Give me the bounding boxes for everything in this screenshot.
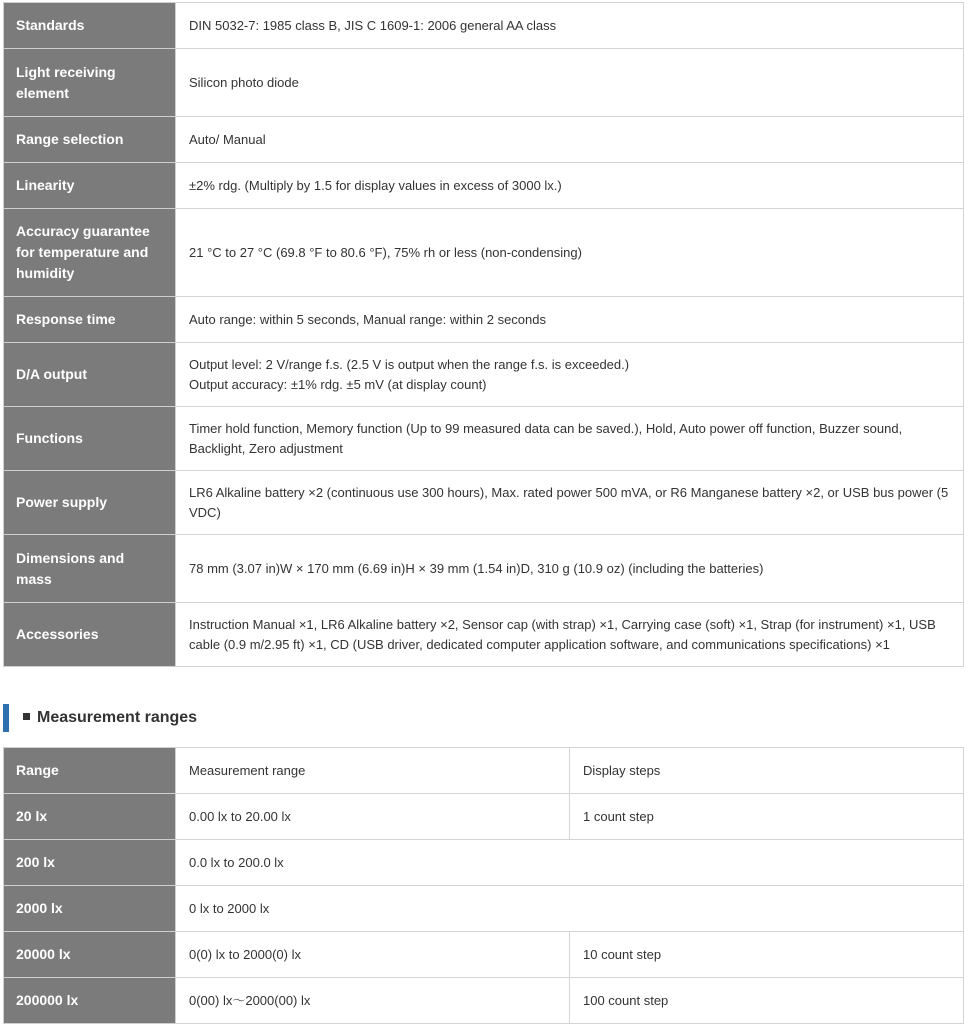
range-label: 20 lx <box>4 794 176 840</box>
section-title: Measurement ranges <box>37 709 198 726</box>
spec-row-accuracy-guarantee <box>4 209 964 297</box>
display-steps-value: 100 count step <box>570 978 964 1024</box>
measurement-range-value: 0.0 lx to 200.0 lx <box>176 840 964 886</box>
spec-row-standards <box>4 3 964 49</box>
spec-value: Instruction Manual ×1, LR6 Alkaline battery ×2, Sensor cap (with strap) ×1, Carrying case (soft) ×1, Strap (for instrument) ×1, USB cable (0.9 m/2.95 ft) ×1, CD (USB driver, dedicated computer application software, and communications specifications) ×1 <box>176 603 964 667</box>
table-row <box>4 932 964 978</box>
measurement-range-value: 0(0) lx to 2000(0) lx <box>176 932 570 978</box>
table-row <box>4 978 964 1024</box>
range-label: 2000 lx <box>4 886 176 932</box>
spec-label: D/A output <box>4 343 176 407</box>
measurement-ranges-table <box>3 747 964 1024</box>
spec-value: Timer hold function, Memory function (Up to 99 measured data can be saved.), Hold, Auto power off function, Buzzer sound, Backlight, Zero adjustment <box>176 407 964 471</box>
spec-label: Standards <box>4 3 176 49</box>
spec-value: 21 °C to 27 °C (69.8 °F to 80.6 °F), 75% rh or less (non-condensing) <box>176 209 964 297</box>
spec-value: Auto range: within 5 seconds, Manual range: within 2 seconds <box>176 297 964 343</box>
measurement-ranges-heading <box>3 704 197 732</box>
spec-row-dimensions-and-mass <box>4 535 964 603</box>
table-row <box>4 840 964 886</box>
range-column-header: Range <box>4 748 176 794</box>
measurement-range-column-header: Measurement range <box>176 748 570 794</box>
spec-row-response-time <box>4 297 964 343</box>
spec-value: Silicon photo diode <box>176 49 964 117</box>
spec-value: ±2% rdg. (Multiply by 1.5 for display values in excess of 3000 lx.) <box>176 163 964 209</box>
table-row <box>4 886 964 932</box>
spec-value <box>176 343 964 407</box>
spec-row-power-supply <box>4 471 964 535</box>
heading-accent-bar <box>3 704 9 732</box>
spec-label: Light receiving element <box>4 49 176 117</box>
spec-label: Functions <box>4 407 176 471</box>
display-steps-value: 10 count step <box>570 932 964 978</box>
spec-row-functions <box>4 407 964 471</box>
measurement-range-value: 0.00 lx to 20.00 lx <box>176 794 570 840</box>
spec-label: Accuracy guarantee for temperature and humidity <box>4 209 176 297</box>
square-bullet-icon <box>23 713 30 720</box>
display-steps-value: 1 count step <box>570 794 964 840</box>
spec-row-light-receiving-element <box>4 49 964 117</box>
table-row <box>4 794 964 840</box>
range-header-row <box>4 748 964 794</box>
spec-value: DIN 5032-7: 1985 class B, JIS C 1609-1: 2006 general AA class <box>176 3 964 49</box>
spec-label: Dimensions and mass <box>4 535 176 603</box>
range-label: 200 lx <box>4 840 176 886</box>
spec-label: Range selection <box>4 117 176 163</box>
spec-row-accessories <box>4 603 964 667</box>
spec-label: Linearity <box>4 163 176 209</box>
spec-value: Auto/ Manual <box>176 117 964 163</box>
display-steps-column-header: Display steps <box>570 748 964 794</box>
range-label: 20000 lx <box>4 932 176 978</box>
spec-label: Power supply <box>4 471 176 535</box>
range-label: 200000 lx <box>4 978 176 1024</box>
spec-value-line: Output level: 2 V/range f.s. (2.5 V is output when the range f.s. is exceeded.) <box>189 356 630 372</box>
spec-row-range-selection <box>4 117 964 163</box>
spec-value-line: Output accuracy: ±1% rdg. ±5 mV (at display count) <box>189 376 487 392</box>
spec-label: Accessories <box>4 603 176 667</box>
spec-value: 78 mm (3.07 in)W × 170 mm (6.69 in)H × 39 mm (1.54 in)D, 310 g (10.9 oz) (including the batteries) <box>176 535 964 603</box>
spec-label: Response time <box>4 297 176 343</box>
spec-row-da-output <box>4 343 964 407</box>
spec-value: LR6 Alkaline battery ×2 (continuous use 300 hours), Max. rated power 500 mVA, or R6 Manganese battery ×2, or USB bus power (5 VDC) <box>176 471 964 535</box>
measurement-range-value: 0(00) lx～2000(00) lx <box>176 978 570 1024</box>
specifications-table <box>3 2 964 667</box>
spec-row-linearity <box>4 163 964 209</box>
measurement-range-value: 0 lx to 2000 lx <box>176 886 964 932</box>
